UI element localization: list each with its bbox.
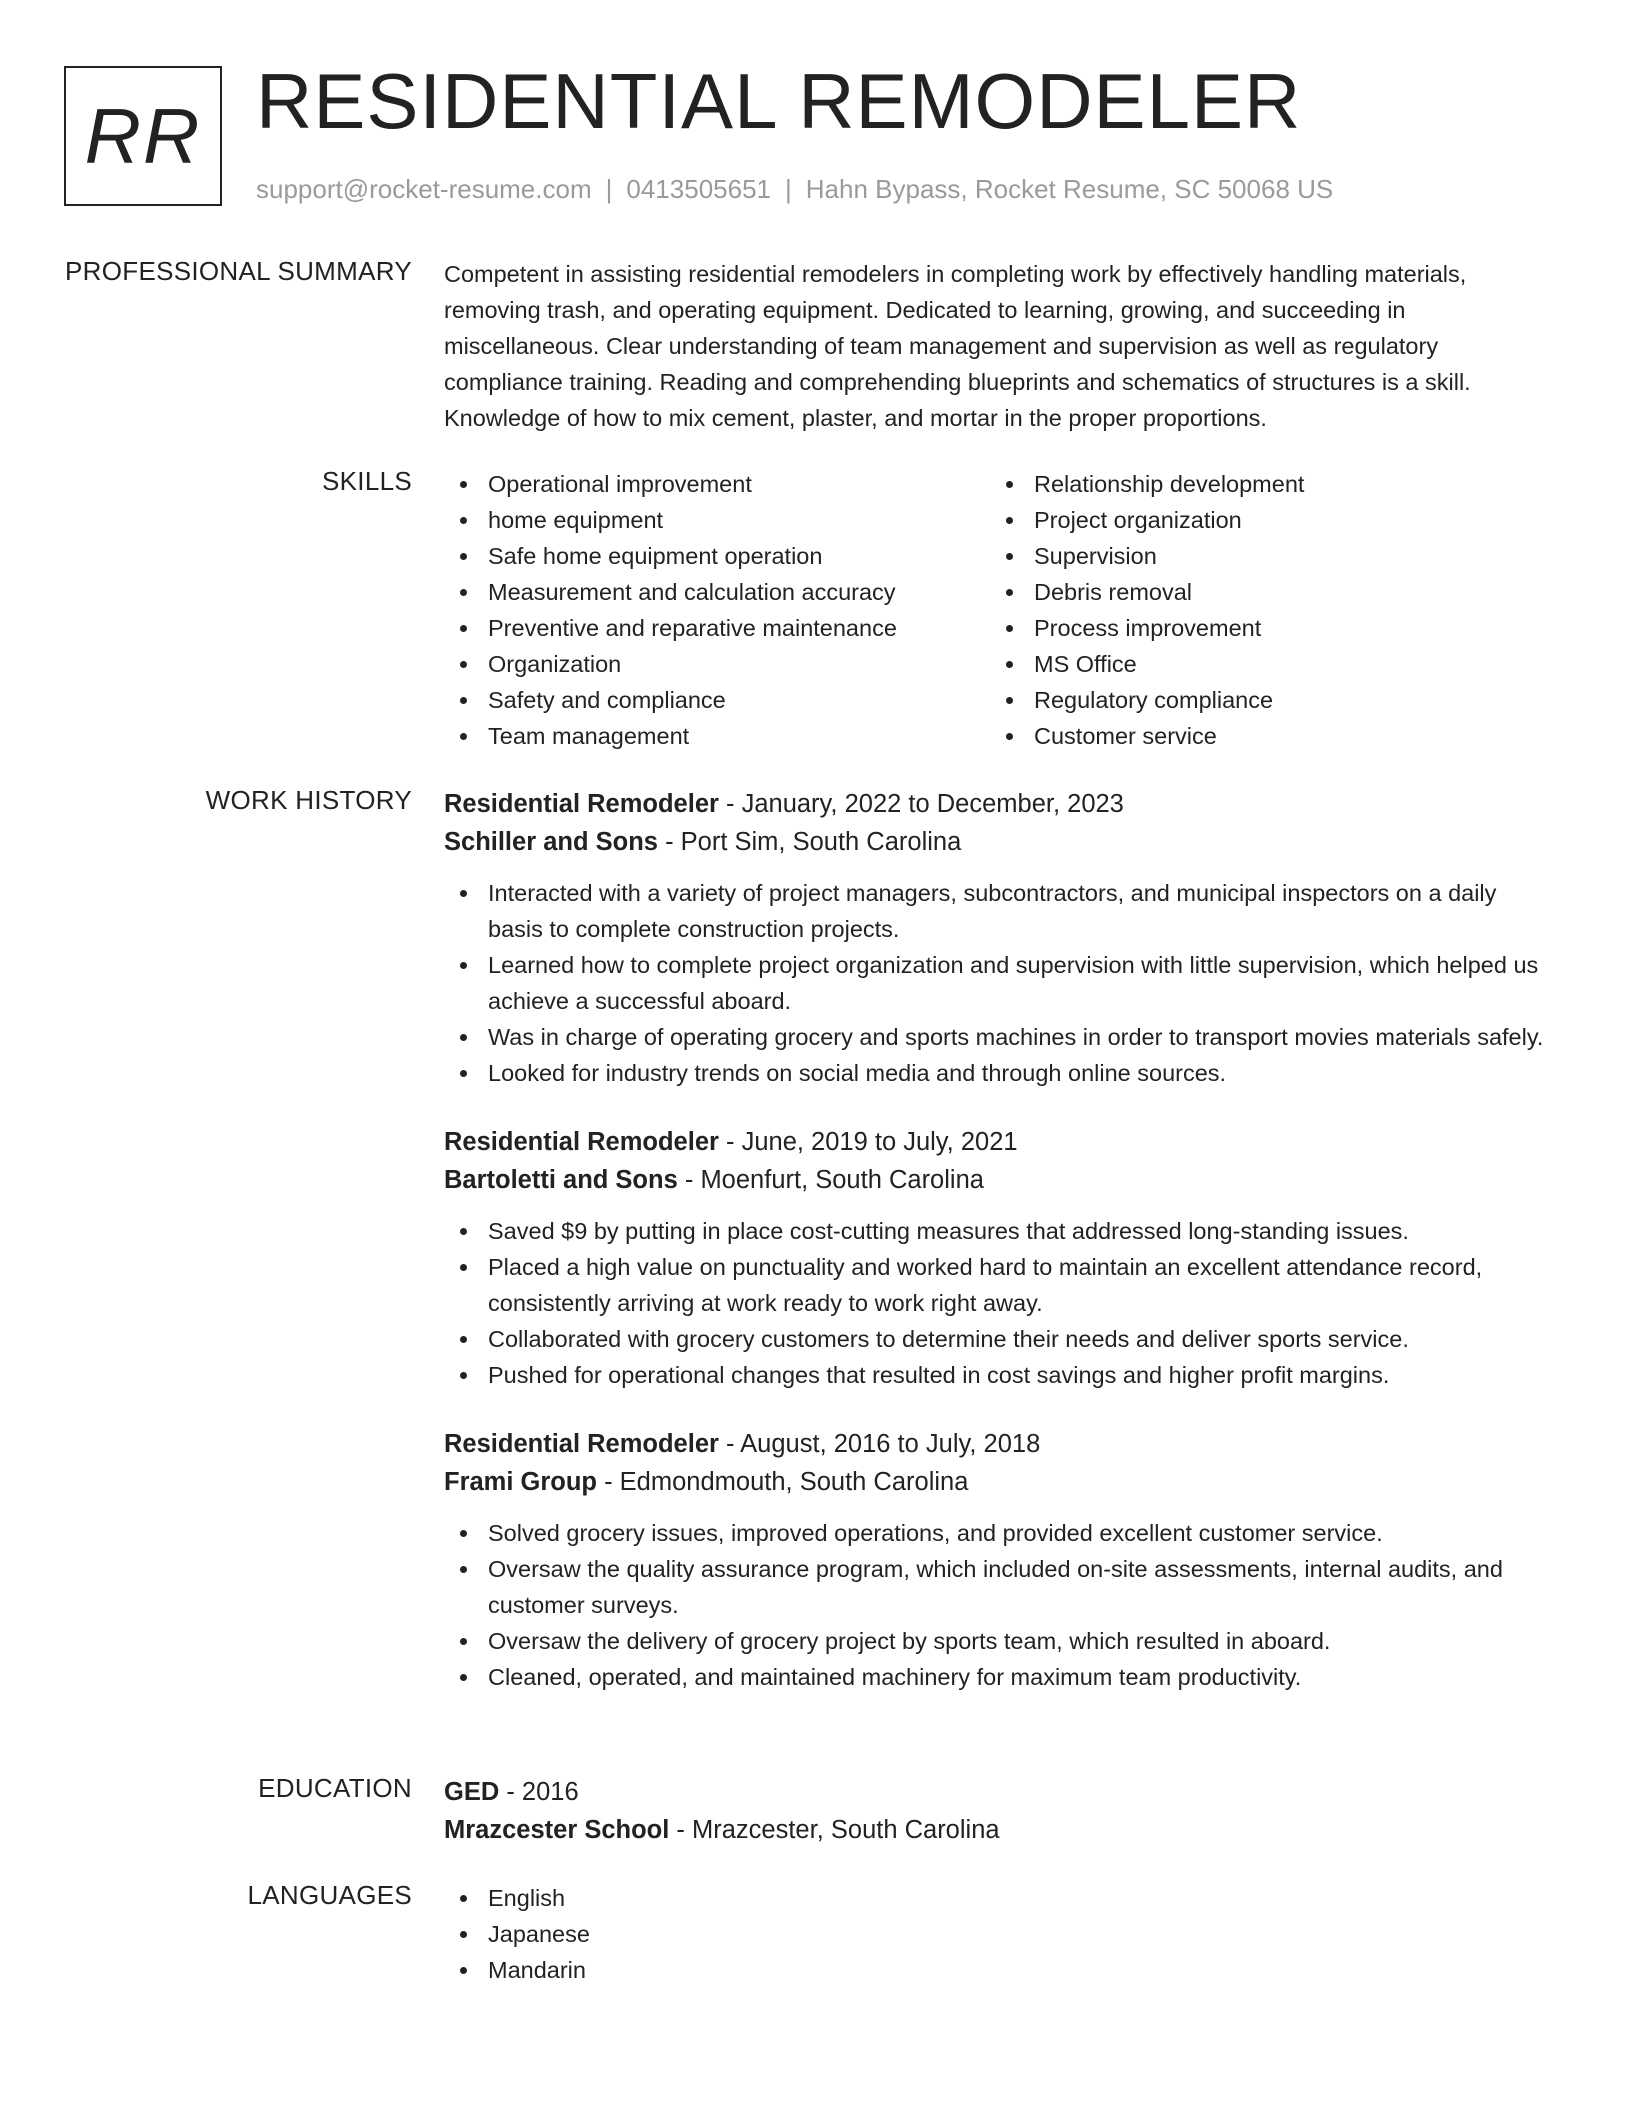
skills-body — [444, 466, 1556, 754]
job-title-line — [444, 785, 1556, 823]
job-title: Residential Remodeler — [444, 790, 719, 818]
job-bullets — [444, 1515, 1556, 1695]
job-title: Residential Remodeler — [444, 1128, 719, 1156]
job-entry — [444, 1123, 1556, 1393]
job-company-line — [444, 1161, 1556, 1199]
job-bullet: Solved grocery issues, improved operations, and provided excellent customer service. — [444, 1515, 1556, 1551]
skill-item: Operational improvement — [444, 466, 990, 502]
skills-list-right — [990, 466, 1536, 754]
language-item: Japanese — [444, 1916, 1556, 1952]
language-item: Mandarin — [444, 1952, 1556, 1988]
contact-phone: 0413505651 — [626, 174, 771, 204]
job-dates: - August, 2016 to July, 2018 — [718, 1430, 1041, 1458]
education-degree-line — [444, 1773, 1556, 1811]
section-label-summary: PROFESSIONAL SUMMARY — [65, 256, 412, 286]
job-bullet: Looked for industry trends on social media and through online sources. — [444, 1055, 1556, 1091]
job-entry — [444, 785, 1556, 1091]
job-company: Bartoletti and Sons — [444, 1166, 678, 1194]
job-bullet: Collaborated with grocery customers to determine their needs and deliver sports service. — [444, 1321, 1556, 1357]
work-history-body — [444, 785, 1556, 1695]
skills-columns — [444, 466, 1556, 754]
job-dates: - January, 2022 to December, 2023 — [718, 790, 1124, 818]
summary-body — [444, 256, 1556, 436]
language-item: English — [444, 1880, 1556, 1916]
job-company: Schiller and Sons — [444, 828, 658, 856]
job-dates: - June, 2019 to July, 2021 — [718, 1128, 1018, 1156]
job-bullet: Learned how to complete project organization and supervision with little supervision, which helped us achieve a successful aboard. — [444, 947, 1556, 1019]
skill-item: Safe home equipment operation — [444, 538, 990, 574]
section-label-work-history: WORK HISTORY — [205, 785, 412, 815]
skill-item: Organization — [444, 646, 990, 682]
monogram-box — [64, 66, 222, 206]
skill-item: home equipment — [444, 502, 990, 538]
job-company: Frami Group — [444, 1468, 598, 1496]
contact-email: support@rocket-resume.com — [256, 174, 592, 204]
job-bullet: Was in charge of operating grocery and sports machines in order to transport movies materials safely. — [444, 1019, 1556, 1055]
skill-item: Supervision — [990, 538, 1536, 574]
section-label-languages: LANGUAGES — [247, 1880, 412, 1910]
skill-item: Regulatory compliance — [990, 682, 1536, 718]
education-location: - Mrazcester, South Carolina — [669, 1816, 1000, 1844]
job-entry — [444, 1425, 1556, 1695]
job-bullets — [444, 1213, 1556, 1393]
job-title-line — [444, 1425, 1556, 1463]
summary-text: Competent in assisting residential remodelers in completing work by effectively handling materials, removing trash, and operating equipment. Dedicated to learning, growing, and succeeding in miscellaneous. Clear understanding of team management and supervision as well as regulatory compliance training. Reading and comprehending blueprints and schematics of structures is a skill. Knowledge of how to mix cement, plaster, and mortar in the proper proportions. — [444, 261, 1471, 431]
skill-item: Safety and compliance — [444, 682, 990, 718]
job-title-line — [444, 1123, 1556, 1161]
monogram-initials: RR — [84, 91, 202, 180]
job-bullet: Cleaned, operated, and maintained machinery for maximum team productivity. — [444, 1659, 1556, 1695]
skill-item: MS Office — [990, 646, 1536, 682]
education-body — [444, 1773, 1556, 1849]
job-bullet: Interacted with a variety of project managers, subcontractors, and municipal inspectors on a daily basis to complete construction projects. — [444, 875, 1556, 947]
contact-separator: | — [785, 174, 792, 204]
contact-address: Hahn Bypass, Rocket Resume, SC 50068 US — [805, 174, 1334, 204]
section-label-skills: SKILLS — [322, 466, 412, 496]
education-year: - 2016 — [499, 1778, 579, 1806]
education-degree: GED — [444, 1778, 500, 1806]
job-company-line — [444, 823, 1556, 861]
skill-item: Team management — [444, 718, 990, 754]
skill-item: Debris removal — [990, 574, 1536, 610]
job-location: - Moenfurt, South Carolina — [677, 1166, 984, 1194]
job-location: - Port Sim, South Carolina — [657, 828, 962, 856]
resume-name: RESIDENTIAL REMODELER — [256, 57, 1302, 145]
skill-item: Project organization — [990, 502, 1536, 538]
languages-body — [444, 1880, 1556, 1988]
skill-item: Customer service — [990, 718, 1536, 754]
skill-item: Process improvement — [990, 610, 1536, 646]
job-bullets — [444, 875, 1556, 1091]
languages-list — [444, 1880, 1556, 1988]
job-title: Residential Remodeler — [444, 1430, 719, 1458]
education-school: Mrazcester School — [444, 1816, 670, 1844]
job-bullet: Pushed for operational changes that resulted in cost savings and higher profit margins. — [444, 1357, 1556, 1393]
education-school-line — [444, 1811, 1556, 1849]
job-bullet: Oversaw the delivery of grocery project by sports team, which resulted in aboard. — [444, 1623, 1556, 1659]
skill-item: Preventive and reparative maintenance — [444, 610, 990, 646]
section-label-education: EDUCATION — [258, 1773, 412, 1803]
job-bullet: Oversaw the quality assurance program, which included on-site assessments, internal audits, and customer surveys. — [444, 1551, 1556, 1623]
job-location: - Edmondmouth, South Carolina — [597, 1468, 969, 1496]
skills-list-left — [444, 466, 990, 754]
contact-separator: | — [605, 174, 613, 204]
skill-item: Measurement and calculation accuracy — [444, 574, 990, 610]
contact-line — [256, 174, 1333, 205]
job-company-line — [444, 1463, 1556, 1501]
skill-item: Relationship development — [990, 466, 1536, 502]
job-bullet: Saved $9 by putting in place cost-cutting measures that addressed long-standing issues. — [444, 1213, 1556, 1249]
job-bullet: Placed a high value on punctuality and worked hard to maintain an excellent attendance record, consistently arriving at work ready to work right away. — [444, 1249, 1556, 1321]
